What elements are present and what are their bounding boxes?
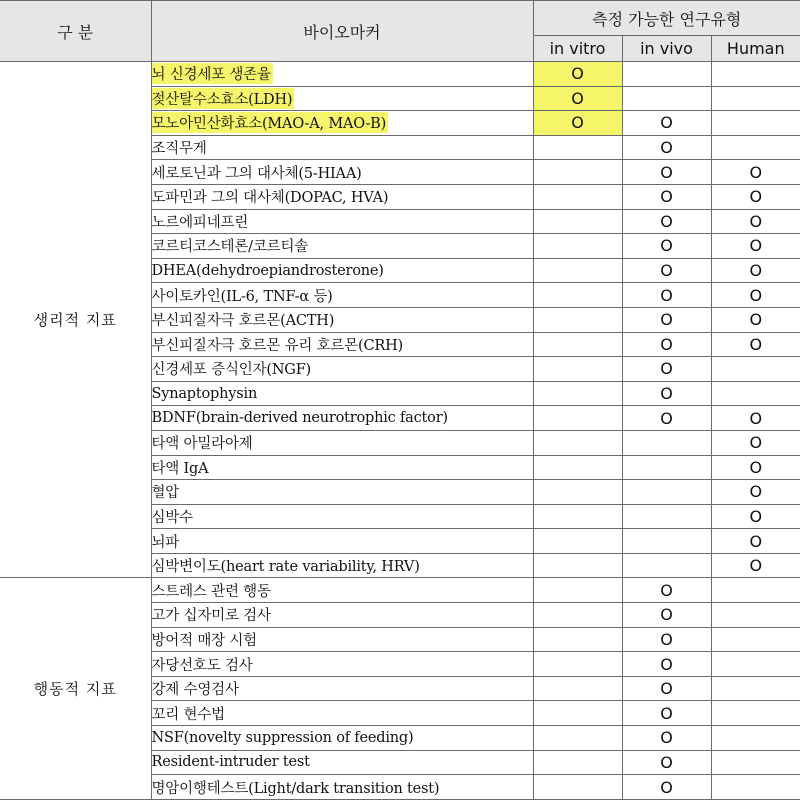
mark-human [711, 135, 800, 160]
mark-in-vivo [622, 86, 711, 111]
mark-in-vivo: O [622, 676, 711, 701]
biomarker-name: 부신피질자극 호르몬 유리 호르몬(CRH) [151, 337, 403, 354]
mark-in-vivo: O [622, 160, 711, 185]
biomarker-name: 뇌 신경세포 생존율 [152, 63, 273, 84]
mark-in-vivo [622, 504, 711, 529]
mark-human: O [711, 553, 800, 578]
biomarker-cell [151, 480, 533, 505]
header-study-type: 측정 가능한 연구유형 [533, 1, 800, 36]
mark-human: O [711, 209, 800, 234]
mark-in-vitro [533, 209, 622, 234]
mark-in-vitro [533, 381, 622, 406]
biomarker-cell [151, 529, 533, 554]
biomarker-name: NSF(novelty suppression of feeding) [151, 729, 414, 746]
biomarker-cell [151, 578, 533, 603]
biomarker-cell [151, 62, 533, 87]
biomarker-name: 타액 아밀라아제 [151, 436, 253, 453]
biomarker-name: 명암이행테스트(Light/dark transition test) [151, 780, 440, 797]
biomarker-name: 혈압 [151, 485, 180, 502]
biomarker-name: Resident-intruder test [151, 754, 310, 771]
biomarker-name: 뇌파 [151, 534, 180, 551]
biomarker-cell [151, 184, 533, 209]
mark-in-vivo: O [622, 209, 711, 234]
biomarker-cell [151, 652, 533, 677]
mark-in-vivo: O [622, 184, 711, 209]
mark-in-vitro [533, 307, 622, 332]
biomarker-name: 자당선호도 검사 [151, 657, 253, 674]
category-label: 행동적 지표 [0, 578, 151, 799]
biomarker-name: 젖산탈수소효소(LDH) [152, 88, 295, 109]
mark-in-vivo [622, 455, 711, 480]
biomarker-name: 노르에피네프린 [151, 214, 249, 231]
biomarker-name: 도파민과 그의 대사체(DOPAC, HVA) [151, 190, 389, 207]
biomarker-cell [151, 86, 533, 111]
mark-in-vivo: O [622, 701, 711, 726]
biomarker-name: 심박수 [151, 509, 193, 526]
mark-in-vivo: O [622, 627, 711, 652]
mark-human [711, 62, 800, 87]
mark-human: O [711, 406, 800, 431]
biomarker-cell [151, 676, 533, 701]
header-in-vivo: in vivo [622, 36, 711, 62]
mark-in-vivo: O [622, 578, 711, 603]
mark-in-vivo: O [622, 283, 711, 308]
mark-in-vitro [533, 135, 622, 160]
mark-human [711, 578, 800, 603]
biomarker-name: DHEA(dehydroepiandrosterone) [151, 262, 384, 279]
mark-in-vivo: O [622, 234, 711, 259]
biomarker-cell [151, 406, 533, 431]
mark-in-vivo: O [622, 406, 711, 431]
biomarker-cell [151, 209, 533, 234]
mark-human: O [711, 332, 800, 357]
biomarker-name: 코르티코스테론/코르티솔 [151, 239, 309, 256]
biomarker-cell [151, 258, 533, 283]
biomarker-name: 강제 수영검사 [151, 682, 239, 699]
mark-in-vivo: O [622, 307, 711, 332]
mark-human [711, 381, 800, 406]
mark-in-vitro [533, 160, 622, 185]
mark-in-vitro [533, 652, 622, 677]
biomarker-cell [151, 135, 533, 160]
biomarker-cell [151, 726, 533, 751]
mark-human: O [711, 307, 800, 332]
mark-in-vivo: O [622, 750, 711, 775]
mark-in-vitro [533, 332, 622, 357]
mark-in-vivo [622, 480, 711, 505]
biomarker-cell [151, 627, 533, 652]
mark-in-vivo: O [622, 258, 711, 283]
mark-in-vitro [533, 430, 622, 455]
biomarker-name: 방어적 매장 시험 [151, 632, 257, 649]
mark-in-vivo: O [622, 381, 711, 406]
header-category: 구 분 [0, 1, 151, 62]
biomarker-name: 세로토닌과 그의 대사체(5-HIAA) [151, 165, 362, 182]
mark-human [711, 676, 800, 701]
header-biomarker: 바이오마커 [151, 1, 533, 62]
biomarker-name: 꼬리 현수법 [151, 706, 225, 723]
mark-human: O [711, 480, 800, 505]
mark-in-vivo: O [622, 357, 711, 382]
mark-in-vivo: O [622, 135, 711, 160]
biomarker-name: 타액 IgA [151, 460, 209, 477]
table-row [0, 578, 800, 603]
mark-in-vivo: O [622, 603, 711, 628]
mark-human [711, 775, 800, 800]
mark-in-vitro [533, 775, 622, 800]
header-human: Human [711, 36, 800, 62]
mark-in-vitro [533, 676, 622, 701]
biomarker-name: Synaptophysin [151, 385, 258, 402]
biomarker-cell [151, 357, 533, 382]
biomarker-cell [151, 553, 533, 578]
mark-human: O [711, 430, 800, 455]
mark-in-vitro: O [533, 111, 622, 136]
mark-human [711, 627, 800, 652]
mark-human: O [711, 283, 800, 308]
mark-in-vitro [533, 529, 622, 554]
biomarker-name: 모노아민산화효소(MAO-A, MAO-B) [152, 112, 389, 133]
biomarker-name: BDNF(brain-derived neurotrophic factor) [151, 410, 448, 427]
biomarker-cell [151, 307, 533, 332]
mark-in-vivo: O [622, 652, 711, 677]
mark-in-vitro [533, 603, 622, 628]
biomarker-cell [151, 603, 533, 628]
mark-human [711, 357, 800, 382]
mark-human: O [711, 529, 800, 554]
mark-in-vitro [533, 701, 622, 726]
biomarker-cell [151, 283, 533, 308]
mark-in-vitro [533, 455, 622, 480]
mark-in-vitro [533, 406, 622, 431]
mark-human: O [711, 234, 800, 259]
mark-in-vivo [622, 529, 711, 554]
mark-in-vivo: O [622, 775, 711, 800]
biomarker-cell [151, 504, 533, 529]
biomarker-cell [151, 381, 533, 406]
mark-human [711, 86, 800, 111]
mark-human [711, 701, 800, 726]
biomarker-cell [151, 701, 533, 726]
biomarker-cell [151, 332, 533, 357]
biomarker-cell [151, 234, 533, 259]
mark-human [711, 652, 800, 677]
biomarker-name: 조직무게 [151, 141, 207, 158]
mark-human: O [711, 455, 800, 480]
header-in-vitro: in vitro [533, 36, 622, 62]
table-row [0, 62, 800, 87]
biomarker-cell [151, 750, 533, 775]
mark-human: O [711, 184, 800, 209]
biomarker-cell [151, 160, 533, 185]
biomarker-name: 고가 십자미로 검사 [151, 608, 271, 625]
mark-in-vitro [533, 726, 622, 751]
mark-in-vitro [533, 357, 622, 382]
mark-human [711, 111, 800, 136]
mark-human: O [711, 160, 800, 185]
mark-in-vitro [533, 480, 622, 505]
mark-human [711, 750, 800, 775]
category-label: 생리적 지표 [0, 62, 151, 578]
mark-in-vitro [533, 234, 622, 259]
biomarker-name: 스트레스 관련 행동 [151, 583, 271, 600]
mark-in-vitro: O [533, 86, 622, 111]
mark-in-vitro: O [533, 62, 622, 87]
mark-in-vitro [533, 283, 622, 308]
mark-in-vivo: O [622, 332, 711, 357]
mark-in-vivo [622, 62, 711, 87]
mark-in-vitro [533, 750, 622, 775]
mark-in-vitro [533, 553, 622, 578]
mark-human: O [711, 258, 800, 283]
biomarker-cell [151, 455, 533, 480]
mark-in-vivo: O [622, 726, 711, 751]
mark-human [711, 726, 800, 751]
mark-in-vitro [533, 504, 622, 529]
mark-in-vitro [533, 258, 622, 283]
biomarker-name: 사이토카인(IL-6, TNF-α 등) [151, 288, 333, 305]
mark-in-vivo: O [622, 111, 711, 136]
mark-in-vivo [622, 553, 711, 578]
mark-human [711, 603, 800, 628]
biomarker-name: 부신피질자극 호르몬(ACTH) [151, 313, 335, 330]
biomarker-cell [151, 111, 533, 136]
biomarker-name: 신경세포 증식인자(NGF) [151, 362, 312, 379]
mark-in-vivo [622, 430, 711, 455]
table-body [0, 62, 800, 800]
mark-in-vitro [533, 627, 622, 652]
biomarker-cell [151, 430, 533, 455]
mark-human: O [711, 504, 800, 529]
biomarker-cell [151, 775, 533, 800]
mark-in-vitro [533, 184, 622, 209]
biomarker-name: 심박변이도(heart rate variability, HRV) [151, 559, 420, 576]
mark-in-vitro [533, 578, 622, 603]
